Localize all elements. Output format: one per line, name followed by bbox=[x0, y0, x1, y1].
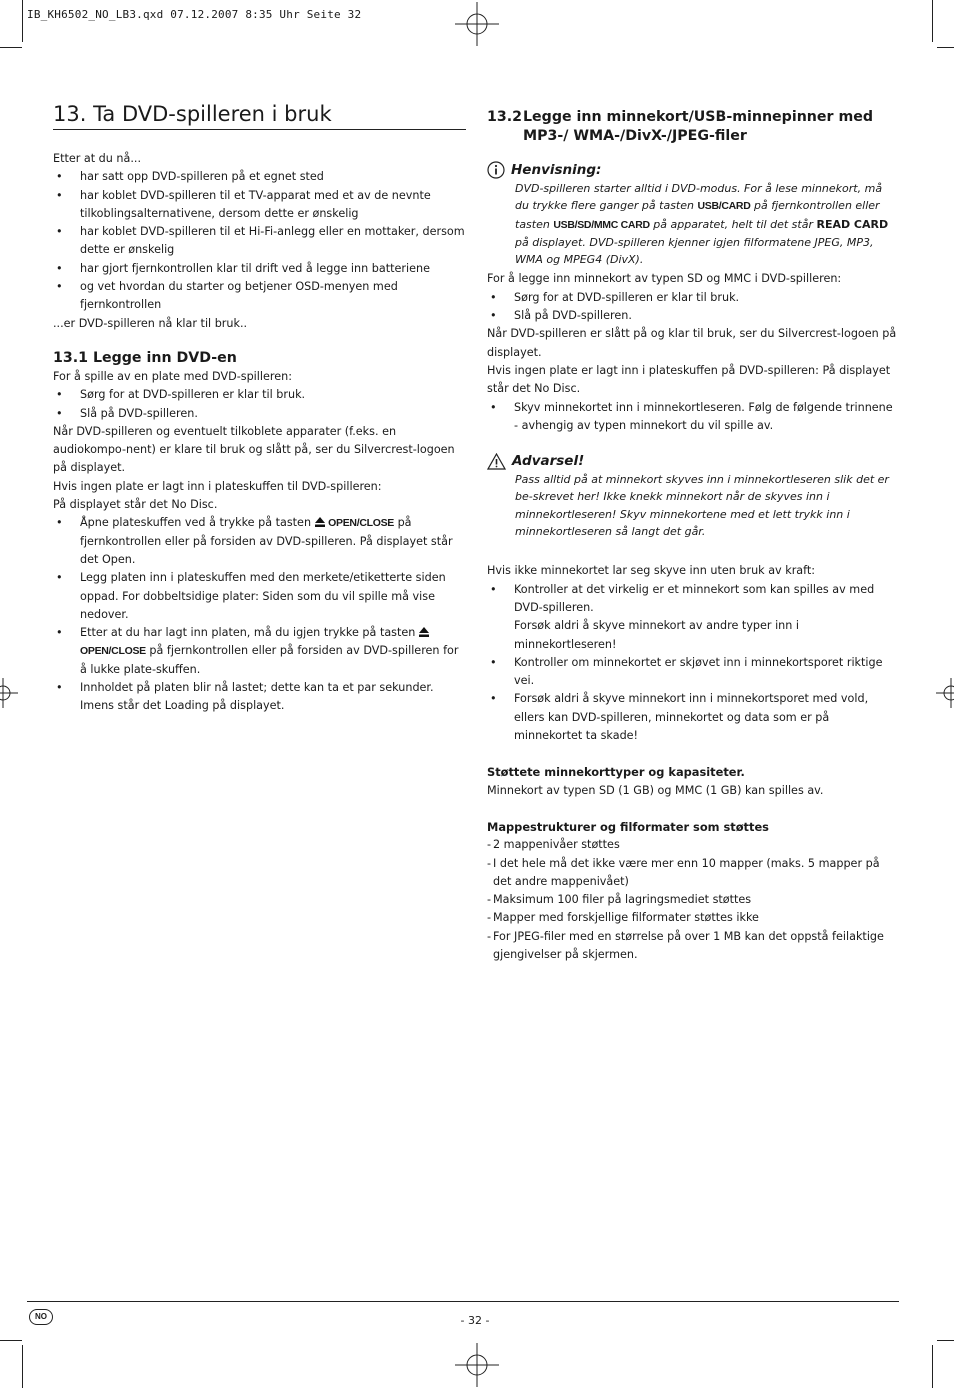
bullet-list bbox=[53, 386, 466, 423]
crop-mark bbox=[0, 1340, 22, 1341]
crop-mark bbox=[0, 47, 22, 48]
paragraph: Når DVD-spilleren er slått på og klar til bruk, ser du Silvercrest-logoen på displayet. bbox=[487, 327, 897, 359]
paragraph: For å spille av en plate med DVD-spilleren: bbox=[53, 369, 292, 383]
warning-title: Advarsel! bbox=[512, 453, 585, 470]
eject-icon bbox=[419, 627, 429, 637]
warning-box bbox=[487, 451, 899, 540]
bullet-list bbox=[487, 581, 899, 746]
list-item: • Etter at du har lagt inn platen, må du igjen trykke på tasten OPEN/CLOSE på fjernkontrollen eller på forsiden av DVD-spilleren for å lukke plate-skuffen. bbox=[53, 624, 466, 679]
crop-mark bbox=[937, 47, 954, 48]
key-label: USB/CARD bbox=[697, 200, 751, 213]
list-item: - I det hele må det ikke være mer enn 10 mapper (maks. 5 mapper på det andre mappenivået) bbox=[487, 855, 899, 892]
list-item: • Forsøk aldri å skyve minnekort inn i minnekortsporet med vold, ellers kan DVD-spilleren, minnekortet og data som er på minnekortet ta skade! bbox=[487, 690, 899, 745]
print-slug: IB_KH6502_NO_LB3.qxd 07.12.2007 8:35 Uhr Seite 32 bbox=[27, 8, 362, 21]
language-badge: NO bbox=[29, 1309, 53, 1325]
paragraph: Hvis ingen plate er lagt inn i plateskuffen til DVD-spilleren: bbox=[53, 479, 382, 493]
paragraph: For å legge inn minnekort av typen SD og MMC i DVD-spilleren: bbox=[487, 272, 842, 286]
warning-text: Pass alltid på at minnekort skyves inn i minnekortleseren slik det er be-skrevet her! Ikke knekk minnekort når de skyves inn i minnekortleseren! Skyv minnekortene med et lett trykk inn i minnekortleseren så langt det går. bbox=[515, 473, 889, 539]
intro-end-text: ...er DVD-spilleren nå klar til bruk.. bbox=[53, 316, 248, 330]
info-icon bbox=[487, 161, 505, 179]
note-text: DVD-spilleren starter alltid i DVD-modus. For å lese minnekort, må du trykke flere ganger på tasten USB/CARD på fjernkontrollen eller tasten USB/SD/MMC CARD på apparatet, helt til det står READ CARD på displayet. DVD-spilleren kjenner igjen filformatene JPEG, MP3, WMA og MPEG4 (DivX). bbox=[515, 182, 889, 267]
list-item: - Mapper med forskjellige filformater støttes ikke bbox=[487, 909, 899, 927]
key-label: OPEN/CLOSE bbox=[80, 645, 146, 658]
list-item: • Åpne plateskuffen ved å trykke på tasten OPEN/CLOSE på fjernkontrollen eller på forsiden av DVD-spilleren. På displayet står det Open. bbox=[53, 514, 466, 569]
key-label: OPEN/CLOSE bbox=[328, 517, 395, 530]
intro-text: Etter at du nå... bbox=[53, 152, 142, 165]
paragraph: På displayet står det No Disc. bbox=[53, 498, 218, 512]
eject-icon bbox=[315, 517, 325, 527]
subheading: Mappestrukturer og filformater som støttes bbox=[487, 819, 769, 834]
intro-list bbox=[53, 168, 466, 314]
list-item: • Legg platen inn i plateskuffen med den merkete/etiketterte siden oppad. For dobbeltsidige plater: Siden som du vil spille må vise nedover. bbox=[53, 569, 466, 624]
paragraph: Hvis ingen plate er lagt inn i plateskuffen på DVD-spilleren: På displayet står det No Disc. bbox=[487, 363, 891, 396]
paragraph: Når DVD-spilleren og eventuelt tilkoblete apparater (f.eks. en audiokompo-nent) er klare til bruk og slått på, ser du Silvercrest-logoen på displayet. bbox=[53, 424, 455, 475]
note-box bbox=[487, 160, 899, 268]
list-item: • Slå på DVD-spilleren. bbox=[53, 405, 466, 423]
display-text: No Disc bbox=[171, 498, 214, 512]
bullet-list bbox=[487, 399, 899, 436]
list-item: • Sørg for at DVD-spilleren er klar til bruk. bbox=[487, 289, 899, 307]
list-item: • Innholdet på platen blir nå lastet; dette kan ta et par sekunder. Imens står det Loading på displayet. bbox=[53, 679, 466, 716]
display-text: Loading bbox=[164, 699, 209, 713]
section-heading: 13.2 Legge inn minnekort/USB-minnepinner med MP3-/ WMA-/DivX-/JPEG-filer bbox=[487, 109, 874, 144]
list-item: - For JPEG-filer med en størrelse på over 1 MB kan det oppstå feilaktige gjengivelser på skjermen. bbox=[487, 928, 899, 965]
registration-mark-icon bbox=[936, 678, 954, 708]
list-item: • Sørg for at DVD-spilleren er klar til bruk. bbox=[53, 386, 466, 404]
list-item: • Skyv minnekortet inn i minnekortleseren. Følg de følgende trinnene - avhengig av typen minnekort du vil spille av. bbox=[487, 399, 899, 436]
registration-mark-icon bbox=[0, 678, 18, 708]
warning-icon bbox=[487, 453, 506, 470]
registration-mark-icon bbox=[455, 1343, 499, 1387]
left-column bbox=[53, 100, 466, 716]
crop-mark bbox=[22, 1345, 23, 1388]
crop-mark bbox=[932, 1345, 933, 1388]
crop-mark bbox=[22, 0, 23, 42]
note-title: Henvisning: bbox=[511, 162, 602, 178]
list-item: • har satt opp DVD-spilleren på et egnet sted bbox=[53, 168, 466, 186]
page-title: 13. Ta DVD-spilleren i bruk bbox=[53, 100, 466, 130]
crop-mark bbox=[932, 0, 933, 42]
footer-rule bbox=[27, 1301, 899, 1302]
crop-mark bbox=[937, 1340, 954, 1341]
list-item: • Kontroller om minnekortet er skjøvet inn i minnekortsporet riktige vei. bbox=[487, 654, 899, 691]
list-item: • Kontroller at det virkelig er et minnekort som kan spilles av med DVD-spilleren. Forsøk aldri å skyve minnekort av andre typer inn i minnekortleseren! bbox=[487, 581, 899, 654]
list-item: • og vet hvordan du starter og betjener OSD-menyen med fjernkontrollen bbox=[53, 278, 466, 315]
subheading: Støttete minnekorttyper og kapasiteter. bbox=[487, 765, 745, 780]
paragraph: Hvis ikke minnekortet lar seg skyve inn uten bruk av kraft: bbox=[487, 564, 816, 578]
page-number: - 32 - bbox=[460, 1314, 490, 1327]
list-item: • har koblet DVD-spilleren til et TV-apparat med et av de nevnte tilkoblingsalternativene, dersom dette er ønskelig bbox=[53, 187, 466, 224]
list-item: • har gjort fjernkontrollen klar til drift ved å legge inn batteriene bbox=[53, 260, 466, 278]
section-heading: 13.1 Legge inn DVD-en bbox=[53, 349, 237, 366]
display-text: No Disc bbox=[534, 382, 577, 396]
list-item: - Maksimum 100 filer på lagringsmediet støttes bbox=[487, 891, 899, 909]
list-item: • Slå på DVD-spilleren. bbox=[487, 307, 899, 325]
bullet-list bbox=[53, 514, 466, 715]
right-column bbox=[487, 108, 899, 964]
key-label: USB/SD/MMC CARD bbox=[553, 218, 650, 231]
paragraph: Minnekort av typen SD (1 GB) og MMC (1 GB) kan spilles av. bbox=[487, 783, 824, 797]
list-item: • har koblet DVD-spilleren til et Hi-Fi-anlegg eller en mottaker, dersom dette er ønskelig bbox=[53, 223, 466, 260]
bullet-list bbox=[487, 289, 899, 326]
registration-mark-icon bbox=[455, 2, 499, 46]
display-text: Open bbox=[101, 552, 132, 566]
display-text: READ CARD bbox=[816, 217, 889, 231]
list-item: - 2 mappenivåer støttes bbox=[487, 836, 899, 854]
dash-list bbox=[487, 836, 899, 964]
